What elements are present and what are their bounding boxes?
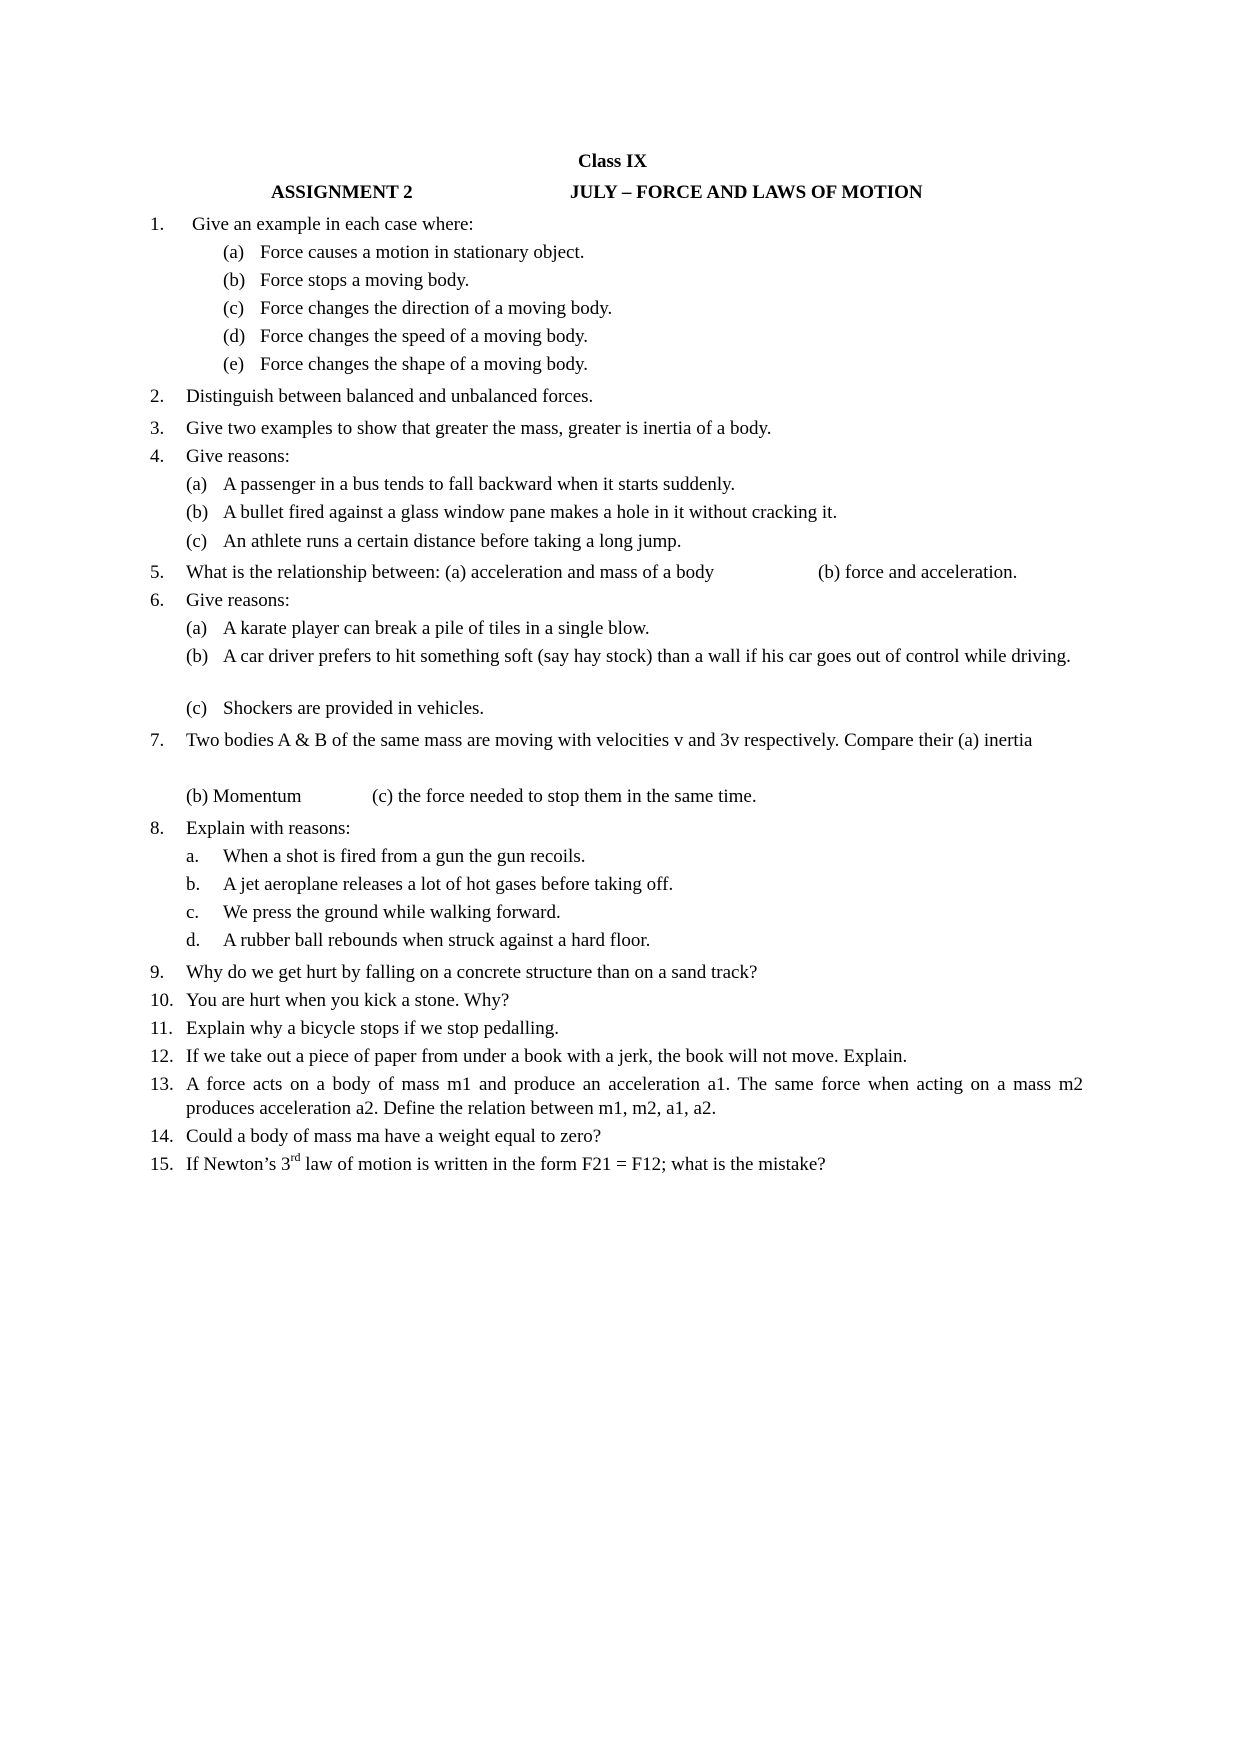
question-number: 5. bbox=[150, 562, 165, 583]
question-text: A force acts on a body of mass m1 and produce an acceleration a1. The same force when acting on a mass m2 produces acceleration a2. Define the relation between m1, m2, a1, a2. bbox=[186, 1074, 1083, 1119]
item-text: Force causes a motion in stationary object. bbox=[260, 242, 585, 263]
item-label: (d) bbox=[223, 326, 246, 347]
question-text: Explain why a bicycle stops if we stop pedalling. bbox=[186, 1018, 560, 1039]
item-label: (c) bbox=[223, 298, 245, 319]
item-label: (a) bbox=[223, 242, 245, 263]
question-number: 14. bbox=[150, 1126, 174, 1147]
item-text: A car driver prefers to hit something soft (say hay stock) than a wall if his car goes out of control while driving. bbox=[223, 646, 1071, 667]
class-title: Class IX bbox=[578, 151, 648, 172]
question-text-post: law of motion is written in the form F21 = F12; what is the mistake? bbox=[300, 1154, 826, 1175]
question-number: 12. bbox=[150, 1046, 174, 1067]
item-text: A rubber ball rebounds when struck against a hard floor. bbox=[223, 930, 651, 951]
question-text: Distinguish between balanced and unbalanced forces. bbox=[186, 386, 594, 407]
question-text-pre: If Newton’s 3 bbox=[186, 1154, 291, 1175]
question-number: 4. bbox=[150, 446, 165, 467]
question-number: 3. bbox=[150, 418, 165, 439]
question-text: Could a body of mass ma have a weight equal to zero? bbox=[186, 1126, 602, 1147]
item-text: A passenger in a bus tends to fall backward when it starts suddenly. bbox=[223, 474, 736, 495]
question-text-part-b: (b) force and acceleration. bbox=[818, 562, 1018, 583]
item-label: (c) bbox=[186, 531, 208, 552]
question-number: 9. bbox=[150, 962, 165, 983]
item-text: An athlete runs a certain distance before taking a long jump. bbox=[223, 531, 682, 552]
question-text bbox=[186, 1149, 826, 1177]
question-part-b: (b) Momentum bbox=[186, 786, 302, 807]
item-label: b. bbox=[186, 874, 201, 895]
item-label: (b) bbox=[223, 270, 246, 291]
question-text: You are hurt when you kick a stone. Why? bbox=[186, 990, 510, 1011]
question-text: Give reasons: bbox=[186, 590, 290, 611]
item-text: A karate player can break a pile of tiles in a single blow. bbox=[223, 618, 650, 639]
item-text: A bullet fired against a glass window pane makes a hole in it without cracking it. bbox=[223, 502, 838, 523]
item-label: (a) bbox=[186, 618, 208, 639]
item-label: c. bbox=[186, 902, 200, 923]
question-text: Explain with reasons: bbox=[186, 818, 351, 839]
item-label: a. bbox=[186, 846, 200, 867]
item-text: Force changes the shape of a moving body. bbox=[260, 354, 589, 375]
topic-title: JULY – FORCE AND LAWS OF MOTION bbox=[570, 182, 923, 203]
question-text: Give reasons: bbox=[186, 446, 290, 467]
question-number: 1. bbox=[150, 214, 165, 235]
item-text: Force changes the speed of a moving body. bbox=[260, 326, 589, 347]
question-number: 7. bbox=[150, 730, 165, 751]
question-part-c: (c) the force needed to stop them in the same time. bbox=[372, 786, 757, 807]
item-label: d. bbox=[186, 930, 201, 951]
item-label: (e) bbox=[223, 354, 245, 375]
question-text: Give two examples to show that greater the mass, greater is inertia of a body. bbox=[186, 418, 772, 439]
question-number: 11. bbox=[150, 1018, 174, 1039]
item-label: (b) bbox=[186, 646, 209, 667]
question-number: 6. bbox=[150, 590, 165, 611]
item-text: Force stops a moving body. bbox=[260, 270, 470, 291]
question-text: If we take out a piece of paper from under a book with a jerk, the book will not move. Explain. bbox=[186, 1046, 908, 1067]
item-text: We press the ground while walking forward. bbox=[223, 902, 561, 923]
item-label: (c) bbox=[186, 698, 208, 719]
question-text: What is the relationship between: (a) acceleration and mass of a body bbox=[186, 562, 715, 583]
item-text: When a shot is fired from a gun the gun recoils. bbox=[223, 846, 586, 867]
question-number: 13. bbox=[150, 1074, 174, 1095]
item-text: Shockers are provided in vehicles. bbox=[223, 698, 485, 719]
question-number: 15. bbox=[150, 1154, 174, 1175]
item-label: (b) bbox=[186, 502, 209, 523]
item-text: A jet aeroplane releases a lot of hot gases before taking off. bbox=[223, 874, 674, 895]
question-number: 2. bbox=[150, 386, 165, 407]
item-label: (a) bbox=[186, 474, 208, 495]
ordinal-superscript: rd bbox=[290, 1149, 301, 1164]
assignment-title: ASSIGNMENT 2 bbox=[271, 182, 413, 203]
question-number: 8. bbox=[150, 818, 165, 839]
question-number: 10. bbox=[150, 990, 174, 1011]
item-text: Force changes the direction of a moving body. bbox=[260, 298, 613, 319]
question-text: Why do we get hurt by falling on a concrete structure than on a sand track? bbox=[186, 962, 758, 983]
question-text: Two bodies A & B of the same mass are moving with velocities v and 3v respectively. Compare their (a) inertia bbox=[186, 730, 1033, 751]
question-text: Give an example in each case where: bbox=[192, 214, 474, 235]
